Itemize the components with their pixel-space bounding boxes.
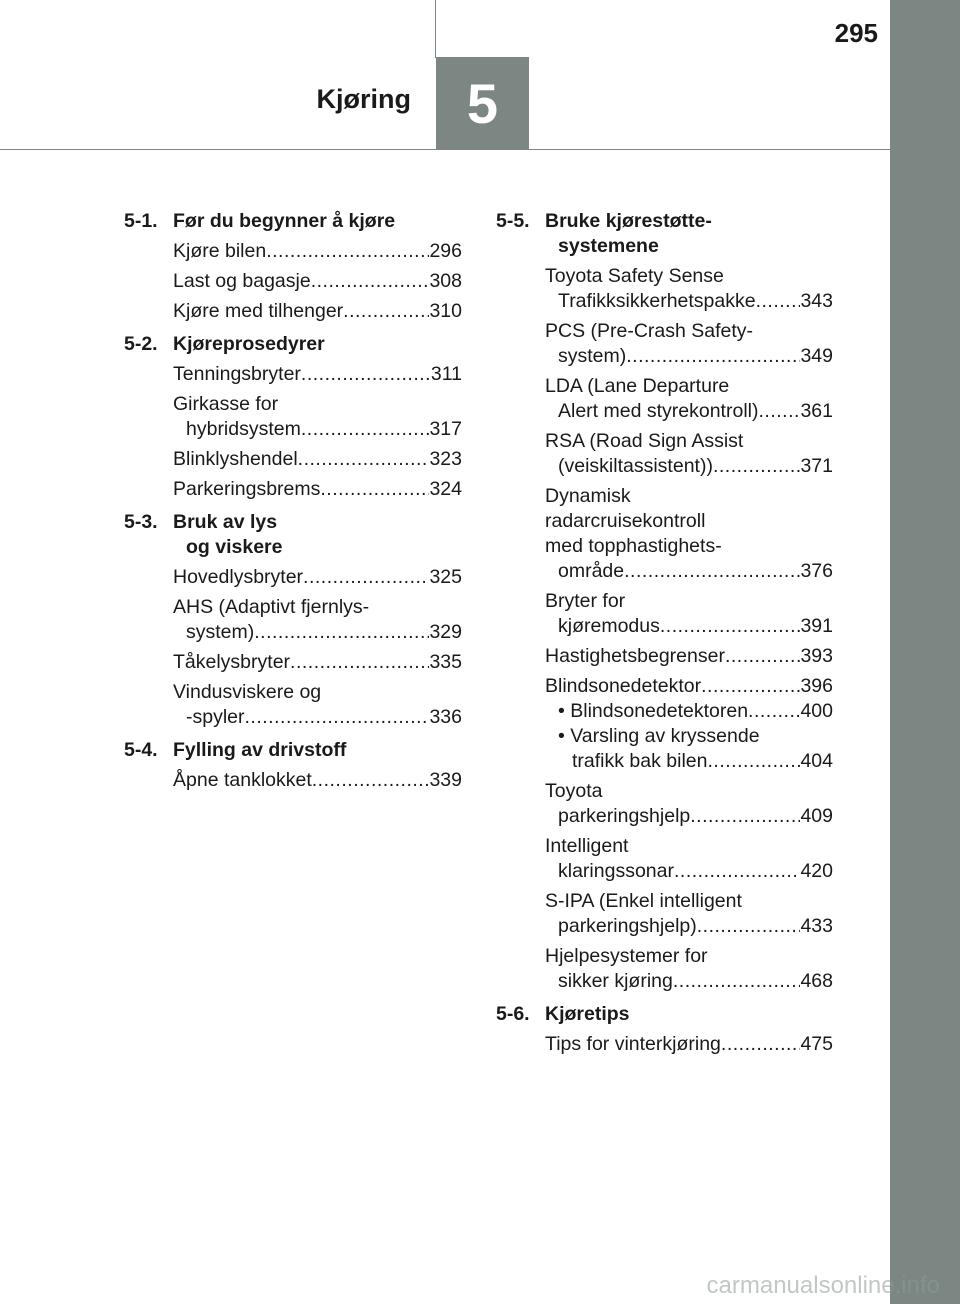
toc-entry-line[interactable] [173, 620, 462, 645]
toc-dot-leader [312, 768, 430, 793]
toc-entry-line: med topphastighets- [545, 535, 722, 557]
toc-entry-line[interactable] [173, 477, 462, 502]
toc-entry-text: -spyler [186, 706, 245, 728]
toc-entry[interactable] [496, 1032, 833, 1057]
toc-section [124, 738, 462, 793]
toc-dot-leader [660, 614, 801, 639]
toc-entry-text: Kjøre med tilhenger [173, 300, 344, 322]
toc-section-title-line: Kjøretips [545, 1003, 630, 1025]
toc-entry-text: Alert med styrekontroll) [558, 400, 759, 422]
toc-dot-leader [701, 674, 800, 699]
toc-page-number: 324 [429, 478, 462, 500]
toc-entry-text: system) [186, 621, 255, 643]
toc-entry-text: Hastighetsbegrenser [545, 645, 725, 667]
toc-page-number: 409 [800, 805, 833, 827]
toc-section-title-line: systemene [558, 235, 659, 257]
toc-entry-line: Vindusviskere og [173, 681, 322, 703]
toc-section-number: 5-3. [124, 511, 158, 533]
toc-entry-line: Toyota [545, 780, 603, 802]
toc-entry-line[interactable] [545, 344, 833, 369]
toc-entry-text: hybridsystem [186, 418, 301, 440]
toc-entry-line[interactable] [545, 674, 833, 699]
toc-page-number: 376 [800, 560, 833, 582]
toc-entry[interactable] [124, 595, 462, 645]
toc-entry-line: Bryter for [545, 590, 626, 612]
toc-section-title [545, 209, 712, 259]
toc-entry-line[interactable] [545, 804, 833, 829]
toc-dot-leader [674, 859, 800, 884]
toc-entry[interactable] [124, 392, 462, 442]
toc-entry-line: Hjelpesystemer for [545, 945, 708, 967]
toc-section-number: 5-1. [124, 210, 158, 232]
toc-page-number: 361 [800, 400, 833, 422]
toc-section-title [173, 332, 325, 357]
toc-dot-leader [298, 447, 430, 472]
toc-entry[interactable] [124, 362, 462, 387]
toc-entry[interactable] [124, 768, 462, 793]
toc-entry[interactable] [496, 264, 833, 314]
toc-entry[interactable] [124, 565, 462, 590]
toc-section-number: 5-6. [496, 1003, 530, 1025]
toc-dot-leader [707, 749, 800, 774]
toc-entry-line[interactable] [545, 559, 833, 584]
toc-entry-text: Trafikksikkerhetspakke [558, 290, 756, 312]
toc-entry-line: PCS (Pre-Crash Safety- [545, 320, 754, 342]
toc-page-number: 391 [800, 615, 833, 637]
toc-entry[interactable] [124, 299, 462, 324]
toc-section-title [173, 510, 282, 560]
chapter-side-tab [890, 0, 960, 1304]
toc-section-title [545, 1002, 630, 1027]
toc-section-heading [124, 738, 462, 763]
toc-page-number: 475 [800, 1033, 833, 1055]
toc-section-number: 5-2. [124, 333, 158, 355]
toc-dot-leader [756, 289, 801, 314]
toc-entry-line[interactable] [545, 914, 833, 939]
toc-dot-leader [320, 477, 429, 502]
toc-entry[interactable] [496, 589, 833, 639]
toc-entry-line: Toyota Safety Sense [545, 265, 724, 287]
toc-entry-text: Blindsonedetektor [545, 675, 702, 697]
toc-entry[interactable] [496, 834, 833, 884]
toc-page-number: 349 [800, 345, 833, 367]
toc-entry-text: Kjøre bilen [173, 240, 267, 262]
toc-entry-line: Girkasse for [173, 393, 279, 415]
toc-section-heading [124, 332, 462, 357]
toc-page-number: 343 [800, 290, 833, 312]
toc-entry[interactable] [124, 239, 462, 264]
toc-dot-leader [254, 620, 429, 645]
toc-page-number: 433 [800, 915, 833, 937]
toc-page-number: 323 [429, 448, 462, 470]
toc-section-number: 5-4. [124, 739, 158, 761]
toc-dot-leader [721, 1032, 801, 1057]
header-vertical-divider [435, 0, 436, 58]
toc-section-heading [496, 209, 833, 259]
toc-section [496, 209, 833, 994]
toc-entry-text: Hovedlysbryter [173, 566, 304, 588]
toc-entry-text: trafikk bak bilen [572, 750, 708, 772]
toc-entry-line[interactable] [173, 417, 462, 442]
toc-page-number: 404 [800, 750, 833, 772]
toc-section [496, 1002, 833, 1057]
toc-section [124, 332, 462, 502]
toc-entry[interactable] [496, 319, 833, 369]
toc-entry-text: Last og bagasje [173, 270, 311, 292]
toc-entry-line[interactable] [173, 565, 462, 590]
toc-right-column [496, 209, 833, 1065]
toc-page-number: 310 [429, 300, 462, 322]
toc-entry-line[interactable] [173, 239, 462, 264]
toc-entry-line[interactable] [173, 447, 462, 472]
toc-section-title-line: Bruke kjørestøtte- [545, 210, 712, 232]
toc-section-number: 5-5. [496, 210, 530, 232]
toc-entry[interactable] [496, 644, 833, 669]
toc-entry[interactable] [124, 680, 462, 730]
toc-entry-text: kjøremodus [558, 615, 660, 637]
toc-section-title-line: Før du begynner å kjøre [173, 210, 396, 232]
toc-entry-line[interactable] [173, 705, 462, 730]
toc-entry-line: Dynamisk [545, 485, 631, 507]
watermark: carmanualsonline.info [706, 1272, 940, 1299]
toc-entry-line: LDA (Lane Departure [545, 375, 730, 397]
toc-section-title [173, 209, 395, 234]
toc-entry[interactable] [124, 650, 462, 675]
toc-section-heading [124, 209, 462, 234]
toc-entry-text: Tenningsbryter [173, 363, 301, 385]
toc-dot-leader [343, 299, 429, 324]
toc-entry-line[interactable] [173, 299, 462, 324]
toc-entry-text: parkeringshjelp [558, 805, 691, 827]
page-number: 295 [834, 18, 878, 48]
toc-entry-line: AHS (Adaptivt fjernlys- [173, 596, 370, 618]
toc-entry-text: parkeringshjelp) [558, 915, 697, 937]
toc-dot-leader [311, 269, 430, 294]
toc-entry-text: Tåkelysbryter [173, 651, 291, 673]
toc-entry-text: Blinklyshendel [173, 448, 298, 470]
toc-entry-text: sikker kjøring [558, 970, 673, 992]
toc-subentry-line[interactable] [545, 749, 833, 774]
toc-page-number: 329 [429, 621, 462, 643]
toc-page-number: 325 [429, 566, 462, 588]
toc-page-number: 420 [800, 860, 833, 882]
toc-dot-leader [673, 969, 801, 994]
toc-dot-leader [266, 239, 429, 264]
toc-entry-line: S-IPA (Enkel intelligent [545, 890, 742, 912]
toc-page-number: 296 [429, 240, 462, 262]
toc-entry[interactable] [496, 374, 833, 424]
toc-dot-leader [624, 559, 800, 584]
toc-page-number: 371 [800, 455, 833, 477]
toc-entry[interactable] [496, 944, 833, 994]
toc-subentry-line: • Varsling av kryssende [558, 725, 760, 747]
chapter-number-box: 5 [436, 57, 529, 150]
toc-page-number: 317 [429, 418, 462, 440]
toc-entry-line: RSA (Road Sign Assist [545, 430, 744, 452]
toc-entry-line: radarcruisekontroll [545, 510, 706, 532]
toc-dot-leader [290, 650, 429, 675]
toc-entry[interactable] [496, 484, 833, 584]
toc-dot-leader [697, 914, 801, 939]
toc-subentry-line[interactable] [545, 699, 833, 724]
toc-entry-text: Parkeringsbrems [173, 478, 321, 500]
toc-section-title-line: Bruk av lys [173, 511, 278, 533]
toc-entry-line[interactable] [545, 614, 833, 639]
toc-page-number: 311 [430, 363, 462, 385]
toc-entry-text: Tips for vinterkjøring [545, 1033, 721, 1055]
chapter-title: Kjøring [316, 84, 411, 114]
toc-entry[interactable] [124, 477, 462, 502]
toc-entry-text: område [558, 560, 625, 582]
toc-entry-line[interactable] [173, 650, 462, 675]
toc-left-column [124, 209, 462, 801]
toc-entry[interactable] [124, 269, 462, 294]
toc-entry[interactable] [496, 429, 833, 479]
toc-entry-line: Intelligent [545, 835, 629, 857]
toc-entry-line[interactable] [173, 362, 462, 387]
toc-entry-line[interactable] [173, 269, 462, 294]
toc-page-number: 336 [429, 706, 462, 728]
toc-entry-text: klaringssonar [558, 860, 674, 882]
toc-section-title-line: Fylling av drivstoff [173, 739, 347, 761]
toc-entry-text: Åpne tanklokket [173, 769, 312, 791]
toc-dot-leader [626, 344, 800, 369]
toc-dot-leader [301, 362, 431, 387]
toc-entry[interactable] [124, 447, 462, 472]
toc-section-heading [124, 510, 462, 560]
toc-page-number: 335 [429, 651, 462, 673]
toc-entry-line[interactable] [545, 644, 833, 669]
toc-section [124, 510, 462, 730]
toc-entry[interactable] [496, 674, 833, 774]
toc-section-title [173, 738, 346, 763]
toc-entry-line[interactable] [173, 768, 462, 793]
toc-page-number: 396 [800, 675, 833, 697]
toc-entry-text: • Blindsonedetektoren [558, 700, 749, 722]
toc-section-title-line: Kjøreprosedyrer [173, 333, 325, 355]
toc-dot-leader [301, 417, 430, 442]
toc-page-number: 308 [429, 270, 462, 292]
toc-dot-leader [725, 644, 801, 669]
toc-dot-leader [303, 565, 429, 590]
toc-entry-text: (veiskiltassistent)) [558, 455, 713, 477]
toc-section-heading [496, 1002, 833, 1027]
toc-entry-line[interactable] [545, 454, 833, 479]
toc-entry[interactable] [496, 779, 833, 829]
toc-dot-leader [245, 705, 430, 730]
toc-dot-leader [690, 804, 800, 829]
toc-entry-line[interactable] [545, 969, 833, 994]
toc-page-number: 339 [429, 769, 462, 791]
toc-entry-line[interactable] [545, 859, 833, 884]
toc-page-number: 400 [800, 700, 833, 722]
toc-dot-leader [758, 399, 800, 424]
toc-entry-line[interactable] [545, 1032, 833, 1057]
toc-section [124, 209, 462, 324]
toc-page-number: 393 [800, 645, 833, 667]
toc-entry-text: system) [558, 345, 627, 367]
toc-dot-leader [748, 699, 800, 724]
toc-dot-leader [713, 454, 801, 479]
toc-entry-line[interactable] [545, 289, 833, 314]
toc-page-number: 468 [800, 970, 833, 992]
toc-entry[interactable] [496, 889, 833, 939]
toc-entry-line[interactable] [545, 399, 833, 424]
toc-section-title-line: og viskere [186, 536, 283, 558]
